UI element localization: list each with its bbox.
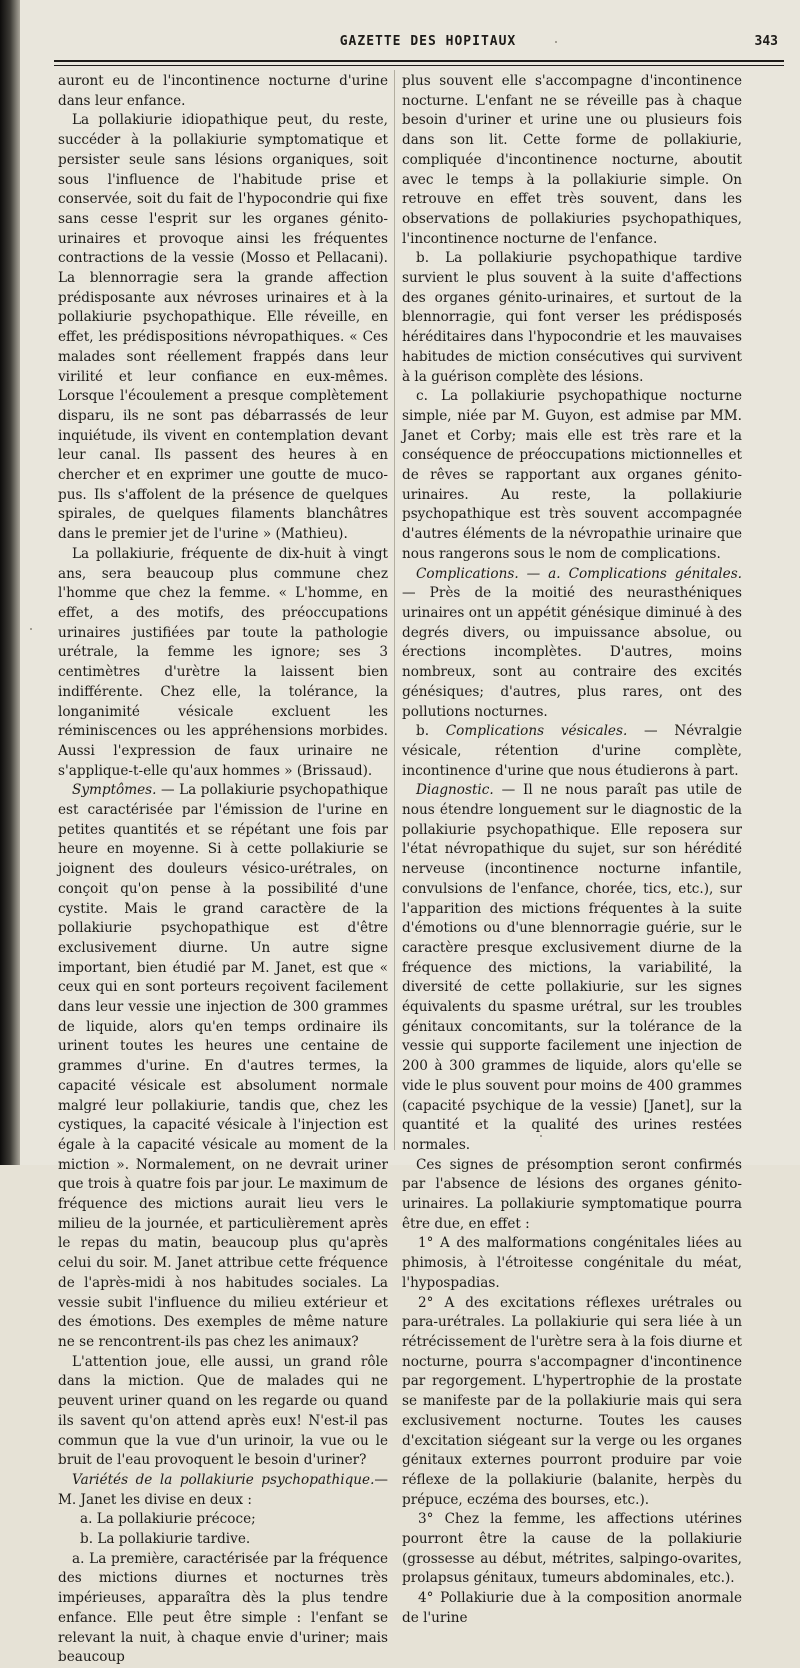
paper-speck <box>555 41 557 43</box>
paragraph-text: — M. Janet les divise en deux : <box>58 1471 388 1508</box>
numbered-item-1: 1° A des malformations congénitales liées au phimosis, à l'étroitesse congénitale du méat, l'hypospadias. <box>402 1235 742 1291</box>
paragraph: La pollakiurie, fréquente de dix-huit à vingt ans, sera beaucoup plus commune chez l'homme que chez la femme. « L'homme, en effet, a des motifs, des préoccupations urinaires justifiées par toute la pathologie urétrale, la femme les ignore; ses 3 centimètres d'urètre la laissent bien indifférente. Chez elle, la tolérance, la longanimité vésicale excluent les réminiscences ou les appréhensions morbides. Aussi l'expression de faux urinaire ne s'applique-t-elle qu'aux hommes » (Brissaud). <box>58 545 388 779</box>
paragraph <box>58 1471 388 1510</box>
paragraph: L'attention joue, elle aussi, un grand rôle dans la miction. Que de malades qui ne peuvent uriner quand on les regarde ou quand ils savent qu'on attend après eux! N'est-il pas commun que la vue d'un urinoir, la vue ou le bruit de l'eau provoquent le besoin d'uriner? <box>58 1353 388 1469</box>
section-heading-symptomes: Symptômes. <box>72 782 157 799</box>
section-heading-varietes: Variétés de la pollakiurie psychopathique. <box>72 1471 375 1488</box>
list-item-b: b. La pollakiurie tardive. <box>80 1531 251 1548</box>
paragraph-text: — Il ne nous paraît pas utile de nous étendre longuement sur le diagnostic de la pollakiurie psychopathique. Elle reposera sur l'état névropathique du sujet, sur son hérédité nerveuse (incontinence nocturne infantile, convulsions de l'enfance, chorée, tics, etc.), sur l'apparition des mictions fréquentes à la suite d'émotions ou d'une blennorragie guérie, sur le caractère presque exclusivement diurne de la fréquence des mictions, la variabilité, la diversité de cette pollakiurie, sur les signes équivalents du spasme urétral, sur les troubles génitaux concomitants, sur la tolérance de la vessie qui supporte facilement une injection de 200 à 300 grammes de liquide, alors qu'elle se vide le plus souvent pour moins de 400 grammes (capacité psychique de la vessie) [Janet], sur la quantité et la qualité des urines restées normales. <box>402 782 742 1153</box>
paragraph: b. La pollakiurie psychopathique tardive survient le plus souvent à la suite d'affections des organes génito-urinaires, et surtout de la blennorragie, qui font verser les prédisposés héréditaires dans l'hypocondrie et les mauvaises habitudes de miction consécutives qui survivent à la guérison complète des lésions. <box>402 250 742 385</box>
paragraph: La pollakiurie idiopathique peut, du reste, succéder à la pollakiurie symptomatique et persister seule sans lésions organiques, soit sous l'influence de l'habitude prise et conservée, soit du fait de l'hypocondrie qui fixe sans cesse l'esprit sur les organes génito-urinaires et provoque ainsi les fréquentes contractions de la vessie (Mosso et Pellacani). La blennorragie sera la grande affection prédisposante aux névroses urinaires et à la pollakiurie psychopathique. Elle réveille, en effet, les prédispositions névropathiques. « Ces malades sont réellement frappés dans leur virilité et leur confiance en eux-mêmes. Lorsque l'écoulement a presque complètement disparu, ils ne sont pas débarrassés de leur inquiétude, ils vivent en contemplation devant leur canal. Ils passent des heures à en chercher et en exprimer une goutte de muco-pus. Ils s'affolent de la présence de quelques spirales, de quelques filaments blanchâtres dans le premier jet de l'urine » (Mathieu). <box>58 112 388 543</box>
section-heading-complications-vesicales: Complications vésicales. <box>445 723 628 740</box>
running-title: GAZETTE DES HOPITAUX <box>339 34 517 49</box>
paragraph: a. La première, caractérisée par la fréquence des mictions diurnes et nocturnes très impérieuses, apparaîtra dès la plus tendre enfance. Elle peut être simple : l'enfant se relevant la nuit, à chaque envie d'uriner; mais beaucoup <box>58 1550 388 1666</box>
paragraph <box>402 722 742 781</box>
paper-speck <box>540 1135 542 1137</box>
paragraph <box>402 781 742 1155</box>
page-header <box>78 26 778 56</box>
section-heading-diagnostic: Diagnostic. <box>416 782 494 799</box>
numbered-item-2: 2° A des excitations réflexes urétrales ou para-urétrales. La pollakiurie qui sera liée à un rétrécissement de l'urètre sera à la fois diurne et nocturne, pourra s'accompagner d'incontinence par regorgement. L'hypertrophie de la prostate se manifeste par de la pollakiurie mais qui sera exclusivement nocturne. Toutes les causes d'excitation siégeant sur la verge ou les organes génitaux externes pourront produire par voie réflexe de la pollakiurie (balanite, herpès du prépuce, eczéma des bourses, etc.). <box>402 1294 742 1508</box>
paragraph: c. La pollakiurie psychopathique nocturne simple, niée par M. Guyon, est admise par MM. Janet et Corby; mais elle est très rare et la conséquence de préoccupations mictionnelles et de rêves se rapportant aux organes génito-urinaires. Au reste, la pollakiurie psychopathique est très souvent accompagnée d'autres éléments de la névropathie urinaire que nous rangerons sous le nom de complications. <box>402 388 742 562</box>
header-rule <box>54 60 784 66</box>
paper-speck <box>30 628 32 630</box>
paragraph: plus souvent elle s'accompagne d'incontinence nocturne. L'enfant ne se réveille pas à chaque besoin d'uriner et urine une ou plusieurs fois dans son lit. Cette forme de pollakiurie, compliquée d'incontinence nocturne, aboutit avec le temps à la pollakiurie simple. On retrouve en effet très souvent, dans les observations de pollakiuries psychopathiques, l'incontinence nocturne de l'enfance. <box>402 73 742 247</box>
section-heading-complications: Complications. — a. Complications génitales. <box>416 565 742 582</box>
left-column <box>58 72 388 1666</box>
paragraph-text: — Près de la moitié des neurasthéniques urinaires ont un appétit génésique diminué à des degrés divers, ou impuissance absolue, ou érections incomplètes. D'autres, moins nombreux, sont au contraire des excités génésiques; d'autres, plus rares, ont des pollutions nocturnes. <box>402 585 742 720</box>
paragraph: auront eu de l'incontinence nocturne d'urine dans leur enfance. <box>58 73 388 109</box>
paragraph <box>402 565 742 723</box>
binding-spine <box>0 0 20 1165</box>
list-item-a: a. La pollakiurie précoce; <box>80 1511 256 1528</box>
paragraph-text: — Névralgie vésicale, rétention d'urine complète, incontinence d'urine que nous étudierons à part. <box>402 723 743 779</box>
column-divider <box>394 70 395 1150</box>
page-number: 343 <box>754 34 778 49</box>
paragraph <box>58 781 388 1352</box>
paragraph-prefix: b. <box>416 723 446 740</box>
paragraph-text: — La pollakiurie psychopathique est caractérisée par l'émission de l'urine en petites quantités et se répétant une fois par heure en moyenne. Si à cette pollakiurie se joignent des douleurs vésico-urétrales, on conçoit qu'on pense à la possibilité d'une cystite. Mais le grand caractère de la pollakiurie psychopathique est d'être exclusivement diurne. Un autre signe important, bien étudié par M. Janet, est que « ceux qui en sont porteurs reçoivent facilement dans leur vessie une injection de 300 grammes de liquide, alors qu'en temps ordinaire ils urinent toutes les heures une centaine de grammes d'urine. En d'autres termes, la capacité vésicale est absolument normale malgré leur pollakiurie, tandis que, chez les cystiques, la capacité vésicale à l'injection est égale à la capacité vésicale au moment de la miction ». Normalement, on ne devrait uriner que trois à quatre fois par jour. Le maximum de fréquence des mictions aurait lieu vers le milieu de la journée, et particulièrement après le repas du matin, beaucoup plus qu'après celui du soir. M. Janet attribue cette fréquence de l'après-midi à nos habitudes sociales. La vessie subit l'influence du milieu extérieur et des émotions. Des exemples de même nature ne se rencontrent-ils pas chez les animaux? <box>58 782 388 1350</box>
numbered-item-3: 3° Chez la femme, les affections utérines pourront être la cause de la pollakiurie (grossesse au début, métrites, salpingo-ovarites, prolapsus génitaux, tumeurs abdominales, etc.). <box>402 1511 742 1587</box>
right-column <box>402 72 743 1626</box>
numbered-item-4: 4° Pollakiurie due à la composition anormale de l'urine <box>402 1590 742 1626</box>
paragraph: Ces signes de présomption seront confirmés par l'absence de lésions des organes génito-urinaires. La pollakiurie symptomatique pourra être due, en effet : <box>402 1156 742 1232</box>
